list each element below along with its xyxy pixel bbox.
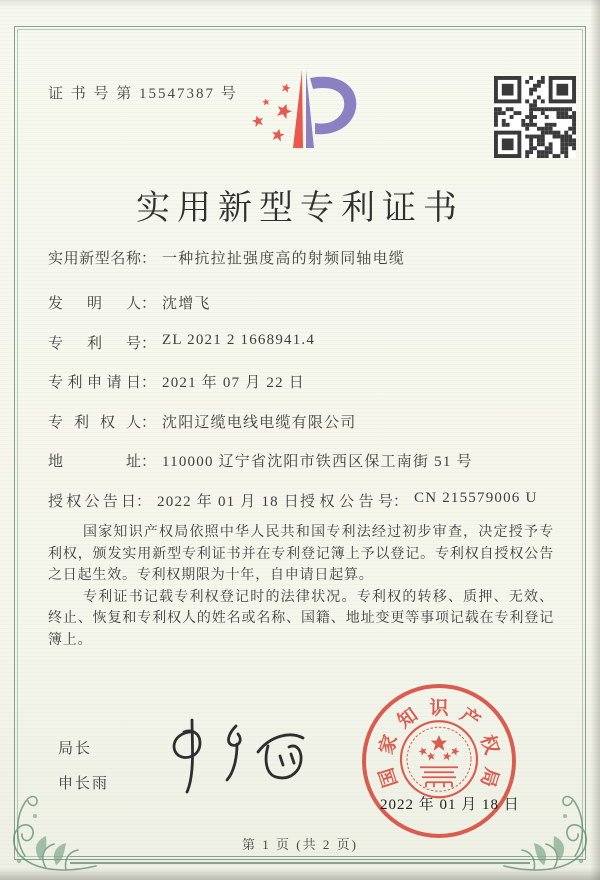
- field-value: CN 215579006 U: [414, 489, 538, 506]
- seal-character: 家: [375, 732, 402, 757]
- field-label: 专利申请日: [48, 375, 141, 391]
- seal-character: 局: [476, 765, 503, 790]
- field-value: 2022 年 01 月 18 日: [157, 493, 300, 510]
- field-value: 沈阳辽缆电线电缆有限公司: [162, 414, 357, 431]
- field-value: 沈增飞: [162, 296, 211, 312]
- legal-paragraph-1: 国家知识产权局依照中华人民共和国专利法经过初步审查，决定授予专利权，颁发实用新型专利证书并在专利登记簿上予以登记。专利权自授权公告之日起生效。专利权期限为十年，自申请日起算。: [48, 525, 554, 583]
- photo-edge-shadow: [0, 0, 600, 8]
- field-value: 110000 辽宁省沈阳市铁西区保工南街 51 号: [162, 454, 473, 470]
- colon: ：: [141, 454, 157, 470]
- floral-corner-ornament-icon: [6, 788, 98, 874]
- colon: ：: [141, 251, 157, 267]
- legal-text: [48, 522, 554, 651]
- field-label: 地址: [48, 454, 141, 470]
- field-grant-date: [48, 490, 300, 511]
- qr-code-icon: [494, 76, 576, 158]
- field-patent-number: [48, 332, 564, 372]
- seal-character: 权: [476, 732, 503, 757]
- field-inventor: [48, 292, 564, 332]
- colon: ：: [136, 493, 152, 510]
- field-patentee: [48, 411, 564, 451]
- seal-character: 国: [375, 765, 402, 790]
- national-emblem-icon: [397, 715, 481, 803]
- photo-edge-shadow: [0, 868, 600, 880]
- seal-character: 产: [456, 704, 485, 733]
- page-number: 第 1 页 (共 2 页): [242, 837, 358, 852]
- field-value: 一种抗拉扯强度高的射频同轴电缆: [162, 251, 406, 267]
- cnipa-official-seal: [362, 684, 516, 838]
- colon: ：: [141, 296, 157, 312]
- colon: ：: [393, 493, 409, 510]
- field-label: 授权公告日: [48, 493, 137, 510]
- field-value: ZL 2021 2 1668941.4: [162, 331, 316, 348]
- colon: ：: [141, 335, 157, 352]
- seal-character: 识: [429, 697, 449, 719]
- director-handwritten-signature-icon: [150, 712, 325, 804]
- signer-name: 申长雨: [58, 775, 110, 792]
- field-label: 授权公告号: [300, 493, 393, 510]
- colon: ：: [141, 414, 157, 431]
- field-value: 2021 年 07 月 22 日: [162, 375, 305, 391]
- legal-paragraph-2: 专利证书记载专利权登记时的法律状况。专利权的转移、质押、无效、终止、恢复和专利权人的姓名或名称、国籍、地址变更等事项记载在专利登记簿上。: [48, 589, 554, 648]
- field-label: 发明人: [48, 296, 141, 312]
- photo-edge-shadow: [590, 0, 600, 880]
- colon: ：: [141, 375, 157, 391]
- cnipa-patent-logo-icon: [243, 58, 375, 164]
- field-utility-model-name: [48, 247, 564, 292]
- signer-block: [58, 737, 109, 793]
- field-address: [48, 450, 564, 490]
- seal-date: 2022 年 01 月 18 日: [380, 797, 520, 813]
- signer-title: 局长: [58, 740, 93, 757]
- field-grant-number: [300, 490, 538, 511]
- field-filing-date: [48, 371, 564, 411]
- bottom-border-rule: [70, 856, 530, 864]
- certificate-number: 证 书 号 第 15547387 号: [48, 86, 238, 102]
- field-list: [48, 247, 564, 529]
- field-label: 实用新型名称: [48, 251, 141, 267]
- field-label: 专利号: [48, 335, 141, 352]
- certificate-title: 实用新型专利证书: [136, 190, 464, 227]
- field-label: 专利权人: [48, 414, 141, 431]
- seal-character: 知: [393, 704, 422, 733]
